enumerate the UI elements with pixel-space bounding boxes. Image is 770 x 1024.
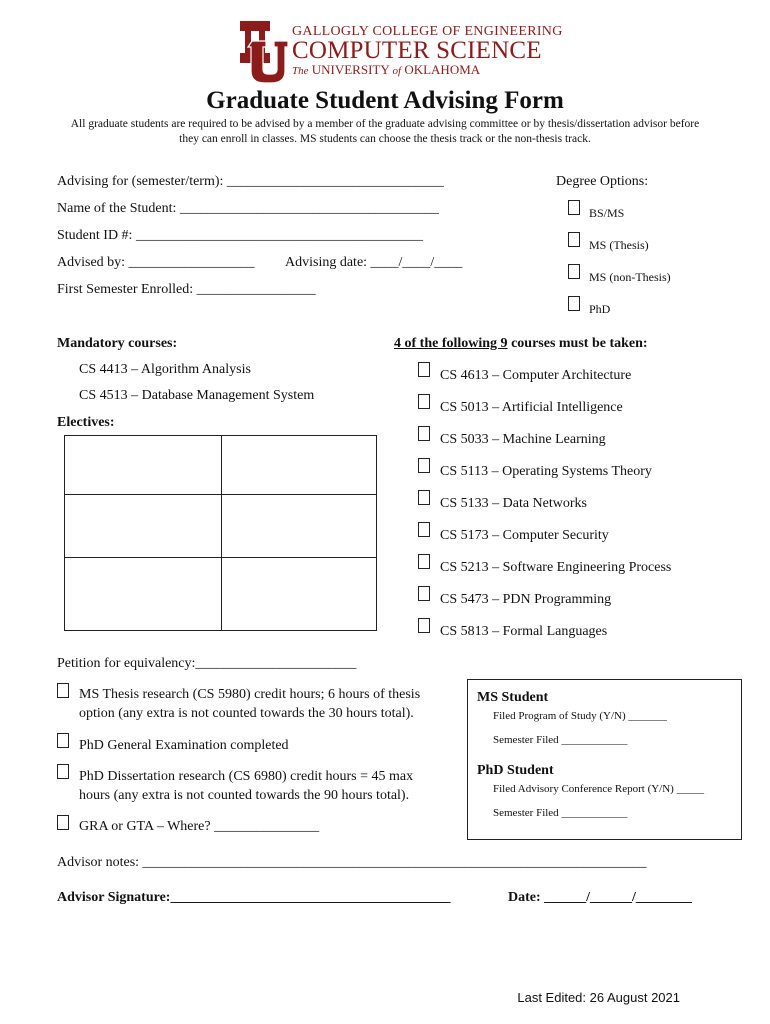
advisor-signature-field[interactable]: Advisor Signature:________________________________________: [57, 890, 451, 905]
ms-thesis-hours-checkbox[interactable]: [57, 683, 69, 698]
degree-ms-thesis-checkbox[interactable]: [568, 232, 580, 247]
student-name-field[interactable]: Name of the Student: _____________________________________: [57, 201, 439, 216]
course-5813-label: CS 5813 – Formal Languages: [440, 624, 608, 639]
degree-bsms-label: BS/MS: [589, 206, 625, 220]
university-word: UNIVERSITY: [311, 62, 390, 77]
course-5033-checkbox[interactable]: [418, 426, 430, 441]
gra-gta-checkbox[interactable]: [57, 815, 69, 830]
university-the: The: [292, 65, 309, 77]
phd-semester-field[interactable]: Semester Filed ____________: [493, 807, 628, 819]
ms-student-heading: MS Student: [477, 690, 549, 705]
degree-ms-thesis-label: MS (Thesis): [589, 238, 649, 252]
degree-options-heading: Degree Options:: [556, 174, 649, 189]
ms-thesis-hours-label-2: option (any extra is not counted towards the 30 hours total).: [79, 706, 414, 721]
electives-grid-row-line: [65, 494, 376, 495]
ms-semester-field[interactable]: Semester Filed ____________: [493, 734, 628, 746]
university-name: [292, 62, 480, 78]
course-5113-label: CS 5113 – Operating Systems Theory: [440, 464, 652, 479]
intro-text: All graduate students are required to be advised by a member of the graduate advising committee or by thesis/dissertation advisor before they can enroll in classes. MS students can choose the thesis track or the non-thesis track.: [70, 118, 700, 145]
ou-logo-icon: [236, 17, 288, 85]
course-5013-label: CS 5013 – Artificial Intelligence: [440, 400, 623, 415]
page-title: Graduate Student Advising Form: [206, 87, 564, 114]
mandatory-course-1: CS 4413 – Algorithm Analysis: [79, 362, 251, 377]
university-state: OKLAHOMA: [404, 62, 481, 77]
college-name: GALLOGLY COLLEGE OF ENGINEERING: [292, 24, 563, 39]
course-5113-checkbox[interactable]: [418, 458, 430, 473]
advising-for-field[interactable]: Advising for (semester/term): _______________________________: [57, 174, 444, 189]
mandatory-course-2: CS 4513 – Database Management System: [79, 388, 315, 403]
course-4613-label: CS 4613 – Computer Architecture: [440, 368, 632, 383]
degree-phd-label: PhD: [589, 302, 611, 316]
course-5473-label: CS 5473 – PDN Programming: [440, 592, 612, 607]
department-name: COMPUTER SCIENCE: [292, 37, 542, 64]
ms-thesis-hours-label-1: MS Thesis research (CS 5980) credit hours; 6 hours of thesis: [79, 687, 421, 702]
degree-phd-checkbox[interactable]: [568, 296, 580, 311]
electives-heading: Electives:: [57, 415, 115, 430]
choice-heading: [394, 336, 648, 352]
course-5213-label: CS 5213 – Software Engineering Process: [440, 560, 672, 575]
petition-field[interactable]: Petition for equivalency:_______________________: [57, 656, 357, 671]
electives-grid: [64, 435, 377, 631]
phd-dissertation-label-1: PhD Dissertation research (CS 6980) credit hours = 45 max: [79, 769, 414, 784]
course-5013-checkbox[interactable]: [418, 394, 430, 409]
course-5133-label: CS 5133 – Data Networks: [440, 496, 587, 511]
date-field[interactable]: Date: ______/______/________: [508, 890, 692, 905]
course-5173-label: CS 5173 – Computer Security: [440, 528, 609, 543]
electives-grid-divider: [221, 436, 222, 630]
course-5473-checkbox[interactable]: [418, 586, 430, 601]
course-5173-checkbox[interactable]: [418, 522, 430, 537]
course-5813-checkbox[interactable]: [418, 618, 430, 633]
phd-exam-label: PhD General Examination completed: [79, 738, 289, 753]
course-4613-checkbox[interactable]: [418, 362, 430, 377]
university-of: of: [392, 65, 402, 77]
choice-heading-count: 4 of the following 9: [394, 336, 508, 351]
degree-ms-nonthesis-checkbox[interactable]: [568, 264, 580, 279]
course-5033-label: CS 5033 – Machine Learning: [440, 432, 606, 447]
phd-exam-checkbox[interactable]: [57, 733, 69, 748]
student-id-field[interactable]: Student ID #: _________________________________________: [57, 228, 423, 243]
advised-by-field[interactable]: Advised by: __________________: [57, 255, 255, 270]
phd-dissertation-hours-checkbox[interactable]: [57, 764, 69, 779]
advisor-notes-field[interactable]: Advisor notes: ________________________________________________________________________: [57, 855, 647, 870]
phd-dissertation-label-2: hours (any extra is not counted towards the 90 hours total).: [79, 788, 410, 803]
degree-ms-nonthesis-label: MS (non-Thesis): [589, 270, 671, 284]
phd-report-field[interactable]: Filed Advisory Conference Report (Y/N) _____: [493, 783, 705, 795]
choice-heading-rest: courses must be taken:: [507, 336, 648, 351]
advising-date-field[interactable]: Advising date: ____/____/____: [285, 255, 463, 270]
course-5213-checkbox[interactable]: [418, 554, 430, 569]
electives-grid-row-line: [65, 557, 376, 558]
first-semester-field[interactable]: First Semester Enrolled: _________________: [57, 282, 316, 297]
degree-bsms-checkbox[interactable]: [568, 200, 580, 215]
mandatory-heading: Mandatory courses:: [57, 336, 178, 351]
course-5133-checkbox[interactable]: [418, 490, 430, 505]
phd-student-heading: PhD Student: [477, 763, 554, 778]
last-edited: Last Edited: 26 August 2021: [517, 990, 680, 1005]
ms-program-field[interactable]: Filed Program of Study (Y/N) _______: [493, 710, 667, 722]
gra-gta-label[interactable]: GRA or GTA – Where? _______________: [79, 819, 320, 834]
